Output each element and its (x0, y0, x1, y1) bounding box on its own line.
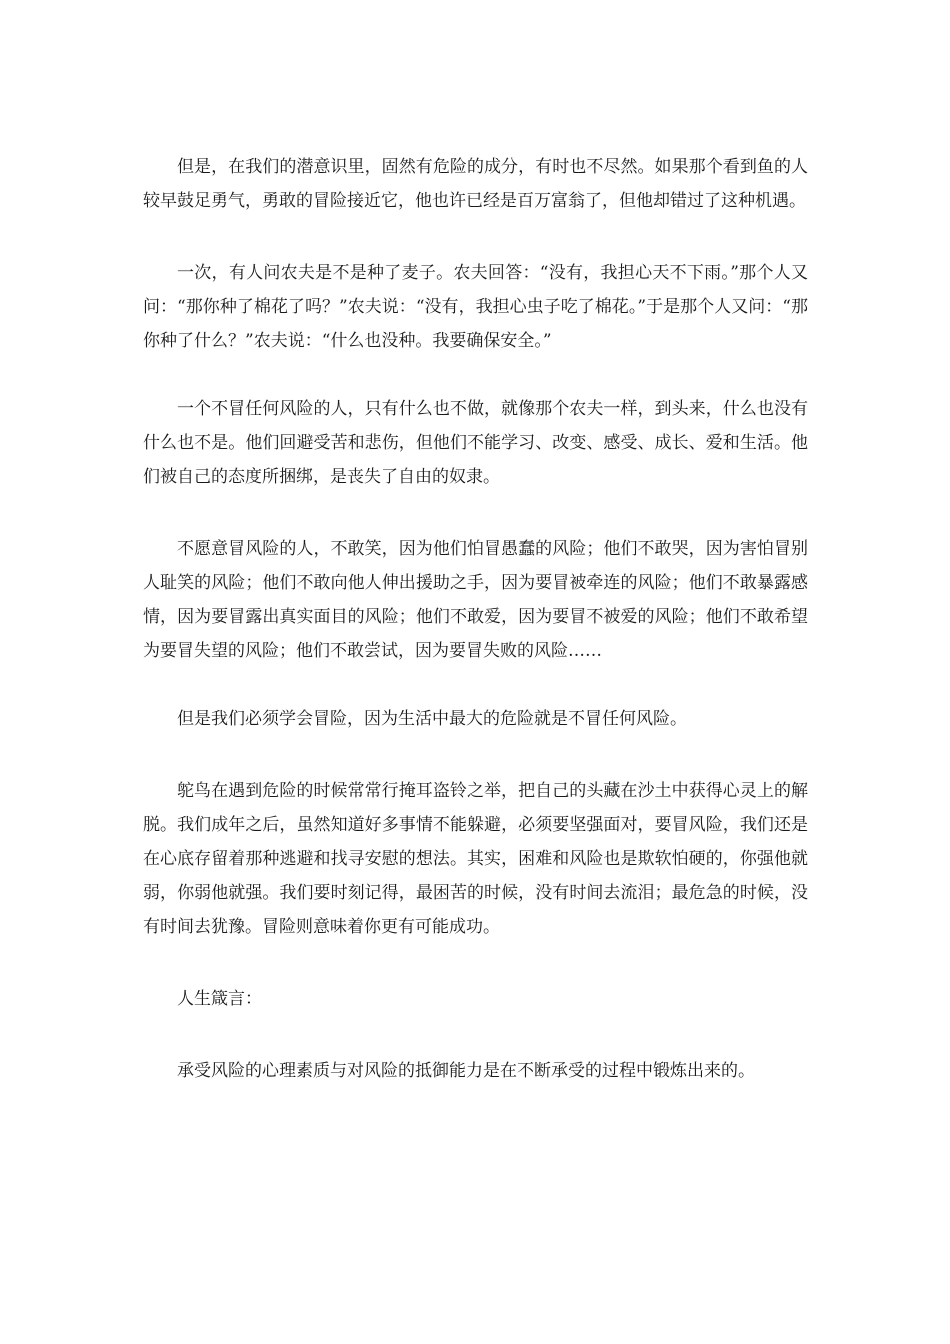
paragraph-farmer-story: 一次，有人问农夫是不是种了麦子。农夫回答：“没有，我担心天不下雨。”那个人又问：“那你种了棉花了吗？”农夫说：“没有，我担心虫子吃了棉花。”于是那个人又问：“那你种了什么？”农夫说：“什么也没种。我要确保安全。” (143, 263, 808, 351)
document-page (143, 150, 808, 1088)
paragraph-ostrich: 鸵鸟在遇到危险的时候常常行掩耳盗铃之举，把自己的头藏在沙土中获得心灵上的解脱。我们成年之后，虽然知道好多事情不能躲避，必须要坚强面对，要冒风险，我们还是在心底存留着那种逃避和找寻安慰的想法。其实，困难和风险也是欺软怕硬的，你强他就弱，你弱他就强。我们要时刻记得，最困苦的时候，没有时间去流泪；最危急的时候，没有时间去犹豫。冒险则意味着你更有可能成功。 (143, 781, 808, 937)
life-motto-heading: 人生箴言： (177, 989, 262, 1009)
paragraph-afraid-of-risk: 不愿意冒风险的人，不敢笑，因为他们怕冒愚蠢的风险；他们不敢哭，因为害怕冒别人耻笑的风险；他们不敢向他人伸出援助之手，因为要冒被牵连的风险；他们不敢暴露感情，因为要冒露出真实面目的风险；他们不敢爱，因为要冒不被爱的风险；他们不敢希望为要冒失望的风险；他们不敢尝试，因为要冒失败的风险…… (143, 539, 808, 661)
life-motto-text: 承受风险的心理素质与对风险的抵御能力是在不断承受的过程中锻炼出来的。 (177, 1061, 755, 1081)
paragraph-must-learn-risk: 但是我们必须学会冒险，因为生活中最大的危险就是不冒任何风险。 (177, 709, 687, 729)
paragraph-hesitation: 但是，在我们的潜意识里，固然有危险的成分，有时也不尽然。如果那个看到鱼的人较早鼓足勇气，勇敢的冒险接近它，他也许已经是百万富翁了，但他却错过了这种机遇。 (143, 157, 808, 211)
paragraph-no-risk-person: 一个不冒任何风险的人，只有什么也不做，就像那个农夫一样，到头来，什么也没有什么也不是。他们回避受苦和悲伤，但他们不能学习、改变、感受、成长、爱和生活。他们被自己的态度所捆绑，是丧失了自由的奴隶。 (143, 399, 808, 487)
